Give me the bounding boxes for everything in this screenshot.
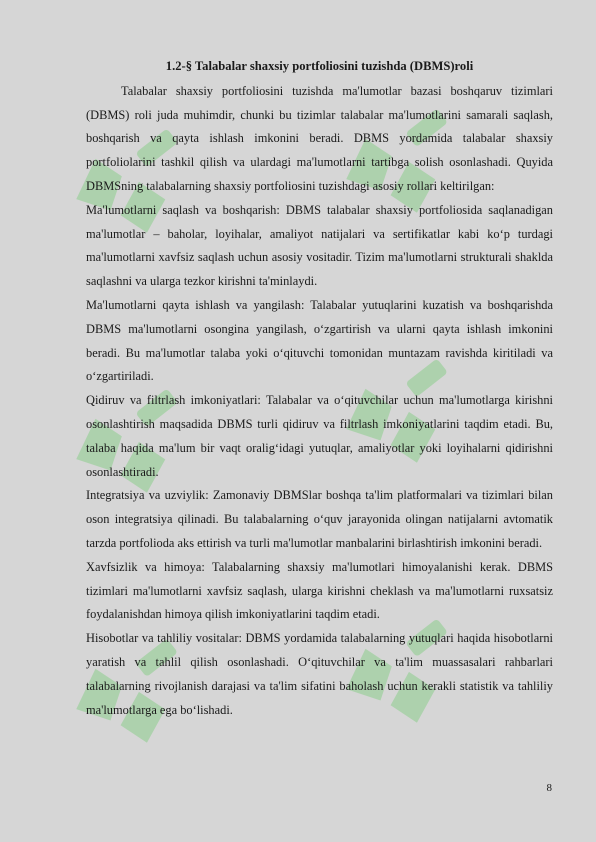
paragraph-storage: Ma'lumotlarni saqlash va boshqarish: DBMS talabalar shaxsiy portfoliosida saqlanadigan ma'lumotlar – baholar, loyihalar, amaliyot natijalari va sertifikatlar kabi ko‘p turdagi ma'lumotlarni xavfsiz saqlash uchun asosiy vositadir. Tizim ma'lumotlarni strukturali shaklda saqlashni va ularga tezkor kirishni ta'minlaydi.: [86, 202, 553, 289]
paragraph-processing: Ma'lumotlarni qayta ishlash va yangilash: Talabalar yutuqlarini kuzatish va boshqarishda DBMS ma'lumotlarni osongina yangilash, o‘zgartirish va ularni qayta ishlash imkonini beradi. Bu ma'lumotlar talaba yoki o‘qituvchi tomonidan muntazam ravishda kiritiladi va o‘zgartiriladi.: [86, 297, 553, 384]
section-title: 1.2-§ Talabalar shaxsiy portfoliosini tuzishda (DBMS)roli: [165, 59, 474, 73]
document-body: [86, 55, 553, 722]
paragraph-integration: Integratsiya va uzviylik: Zamonaviy DBMSlar boshqa ta'lim platformalari va tizimlari bilan oson integratsiya qilinadi. Bu talabalarning o‘quv jarayonida olingan natijalarni avtomatik tarzda portfolioda aks ettirish va turli ma'lumotlar manbalarini birlashtirish imkonini beradi.: [86, 488, 553, 550]
paragraph-reports: Hisobotlar va tahliliy vositalar: DBMS yordamida talabalarning yutuqlari haqida hisobotlarni yaratish va tahlil qilish osonlashadi. O‘qituvchilar va ta'lim muassasalari rahbarlari talabalarning rivojlanish darajasi va ta'lim sifatini baholash uchun kerakli statistik va tahliliy ma'lumotlarga ega bo‘lishadi.: [86, 631, 553, 717]
paragraph-search: Qidiruv va filtrlash imkoniyatlari: Talabalar va o‘qituvchilar uchun ma'lumotlarga kirishni osonlashtirish maqsadida DBMS turli qidiruv va filtrlash imkoniyatlarini taqdim etadi. Bu, talaba haqida ma'lum bir vaqt oralig‘idagi yutuqlar, amaliyotlar yoki loyihalarni qidirishni osonlashtiradi.: [86, 393, 553, 479]
paragraph-security: Xavfsizlik va himoya: Talabalarning shaxsiy ma'lumotlari himoyalanishi kerak. DBMS tizimlari ma'lumotlarni xavfsiz saqlash, ularga kirishni cheklash va ma'lumotlarni ruxsatsiz foydalanishdan himoya qilish imkoniyatlarini taqdim etadi.: [86, 559, 553, 622]
paragraph-intro: Talabalar shaxsiy portfoliosini tuzishda ma'lumotlar bazasi boshqaruv tizimlari (DBMS) roli juda muhimdir, chunki bu tizimlar talabalar ma'lumotlarini samarali saqlash, boshqarish va qayta ishlash imkonini beradi. DBMS yordamida talabalar shaxsiy portfoliolarini tashkil qilish va ulardagi ma'lumotlarni tartibga solish osonlashadi. Quyida DBMSning talabalarning shaxsiy portfoliosini tuzishdagi asosiy rollari keltirilgan:: [86, 83, 553, 193]
page-number: 8: [546, 782, 552, 794]
